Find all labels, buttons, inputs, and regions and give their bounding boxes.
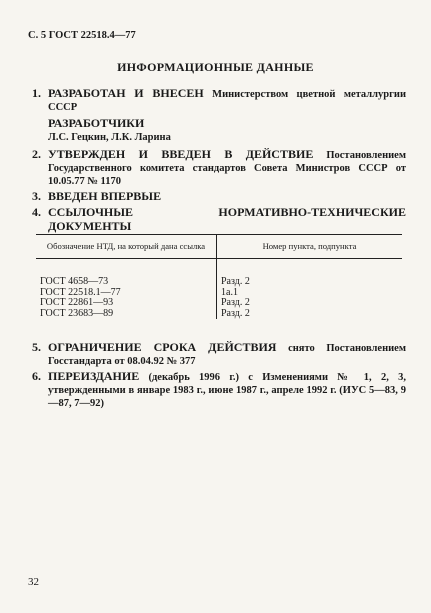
table-cell-clause: Разд. 2 — [221, 297, 250, 308]
table-cell-designation: ГОСТ 22518.1—77 — [36, 288, 217, 299]
item-developed — [34, 87, 406, 114]
item-number: 4. — [32, 205, 41, 219]
item-text: Министерством цветной металлургии СССР — [48, 89, 406, 113]
item-reissue — [34, 370, 406, 410]
table-row — [36, 259, 402, 288]
item-heading: ССЫЛОЧНЫЕ НОРМАТИВНО-ТЕХНИЧЕСКИЕ ДОКУМЕНТЫ — [48, 205, 406, 233]
table-cell-clause: Разд. 2 — [221, 276, 250, 287]
page-number: 32 — [28, 576, 39, 588]
item-number: 3. — [32, 189, 41, 203]
item-heading: РАЗРАБОТАН И ВНЕСЕН — [48, 86, 204, 100]
item-heading: ОГРАНИЧЕНИЕ СРОКА ДЕЙСТВИЯ — [48, 340, 277, 354]
section-title: ИНФОРМАЦИОННЫЕ ДАННЫЕ — [117, 60, 314, 74]
table-cell-clause: Разд. 2 — [221, 307, 250, 319]
item-text: снято Постановлением Госстандарта от 08.04.92 № 377 — [48, 343, 406, 367]
item-number: 5. — [32, 340, 41, 354]
item-reference-docs — [34, 206, 406, 234]
table-header-row — [36, 235, 402, 259]
table-row — [36, 298, 402, 309]
developers-names: Л.С. Гецкин, Л.К. Ларина — [48, 132, 171, 143]
column-header-clause: Номер пункта, подпункта — [217, 235, 403, 259]
item-text: Постановлением Государственного комитета стандартов Совета Министров СССР от 10.05.77 № 1170 — [48, 150, 406, 187]
page-header: С. 5 ГОСТ 22518.4—77 — [28, 30, 136, 41]
column-header-designation: Обозначение НТД, на который дана ссылка — [36, 235, 217, 259]
item-text: (декабрь 1996 г.) с Изменениями № 1, 2, 3, утвержденными в январе 1983 г., июне 1987 г., апреле 1992 г. (ИУС 5—83, 9—87, 7—92) — [48, 372, 406, 409]
table-cell-designation: ГОСТ 23683—89 — [36, 309, 217, 320]
item-validity-limit — [34, 341, 406, 368]
reference-table — [36, 234, 402, 319]
item-heading: УТВЕРЖДЕН И ВВЕДЕН В ДЕЙСТВИЕ — [48, 147, 314, 161]
item-heading: ПЕРЕИЗДАНИЕ — [48, 369, 140, 383]
item-approved — [34, 148, 406, 188]
table-cell-designation: ГОСТ 22861—93 — [36, 298, 217, 309]
item-number: 2. — [32, 147, 41, 161]
item-number: 6. — [32, 369, 41, 383]
table-cell-designation: ГОСТ 4658—73 — [36, 259, 217, 288]
developers-label: РАЗРАБОТЧИКИ — [48, 116, 145, 130]
item-heading: ВВЕДЕН ВПЕРВЫЕ — [48, 189, 162, 203]
table-row — [36, 309, 402, 320]
item-first-introduced — [34, 190, 406, 204]
table-cell-clause: 1а.1 — [221, 286, 238, 298]
item-number: 1. — [32, 86, 41, 100]
